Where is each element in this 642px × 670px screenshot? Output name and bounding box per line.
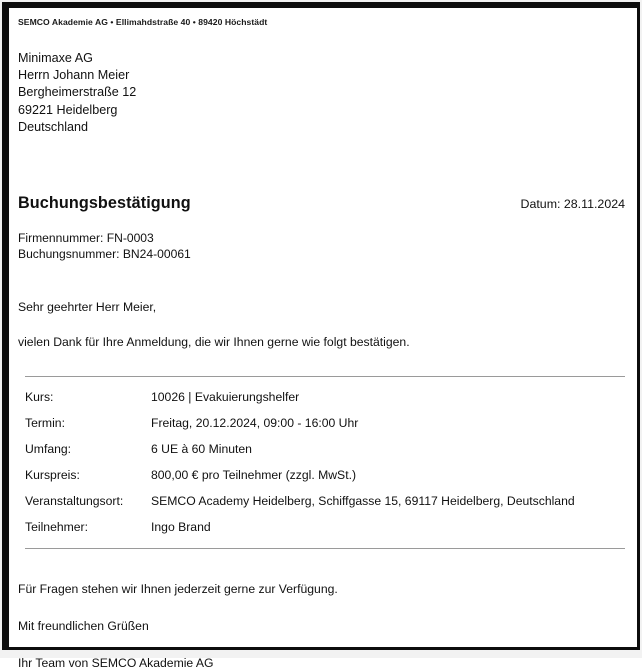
recipient-line: Minimaxe AG (18, 51, 93, 65)
table-row (18, 416, 634, 442)
detail-label: Kurs: (25, 389, 54, 404)
regards-line: Mit freundlichen Grüßen (18, 618, 149, 633)
detail-label: Teilnehmer: (25, 519, 88, 534)
recipient-line: Deutschland (18, 119, 89, 134)
title-row (18, 194, 634, 216)
booking-number: Buchungsnummer: BN24-00061 (18, 247, 191, 262)
salutation: Sehr geehrter Herr Meier, (18, 299, 157, 314)
table-row (18, 390, 634, 416)
detail-value: 800,00 € pro Teilnehmer (zzgl. MwSt.) (151, 467, 357, 482)
booking-details-table (18, 390, 634, 534)
page-title: Buchungsbestätigung (18, 194, 191, 213)
closing-block (18, 582, 634, 670)
recipient-line: Herrn Johann Meier (18, 68, 130, 83)
detail-value: Freitag, 20.12.2024, 09:00 - 16:00 Uhr (151, 415, 359, 430)
table-row (18, 494, 634, 520)
recipient-line: 69221 Heidelberg (18, 102, 118, 117)
intro-paragraph: vielen Dank für Ihre Anmeldung, die wir Ihnen gerne wie folgt bestätigen. (18, 334, 410, 349)
recipient-line: Bergheimerstraße 12 (18, 85, 137, 100)
detail-label: Veranstaltungsort: (25, 493, 124, 508)
detail-value: 6 UE à 60 Minuten (151, 441, 252, 456)
page-border (2, 2, 640, 670)
detail-value: 10026 | Evakuierungshelfer (151, 389, 300, 404)
detail-label: Termin: (25, 415, 65, 430)
detail-label: Umfang: (25, 441, 72, 456)
company-number: Firmennummer: FN-0003 (18, 231, 154, 246)
table-row (18, 520, 634, 534)
table-row (18, 442, 634, 468)
detail-label: Kurspreis: (25, 467, 80, 482)
signature-line: Ihr Team von SEMCO Akademie AG (18, 655, 214, 670)
document-page (9, 8, 637, 670)
reference-block (18, 230, 634, 263)
details-divider-top (25, 376, 625, 377)
details-divider-bottom (25, 548, 625, 549)
detail-value: SEMCO Academy Heidelberg, Schiffgasse 15, 69117 Heidelberg, Deutschland (151, 493, 575, 508)
table-row (18, 468, 634, 494)
detail-value: Ingo Brand (151, 519, 211, 534)
recipient-address-block (18, 50, 634, 136)
sender-return-address: SEMCO Akademie AG • Ellimahdstraße 40 • 89420 Höchstädt (18, 17, 268, 27)
questions-paragraph: Für Fragen stehen wir Ihnen jederzeit gerne zur Verfügung. (18, 581, 338, 596)
document-date: Datum: 28.11.2024 (520, 197, 625, 212)
